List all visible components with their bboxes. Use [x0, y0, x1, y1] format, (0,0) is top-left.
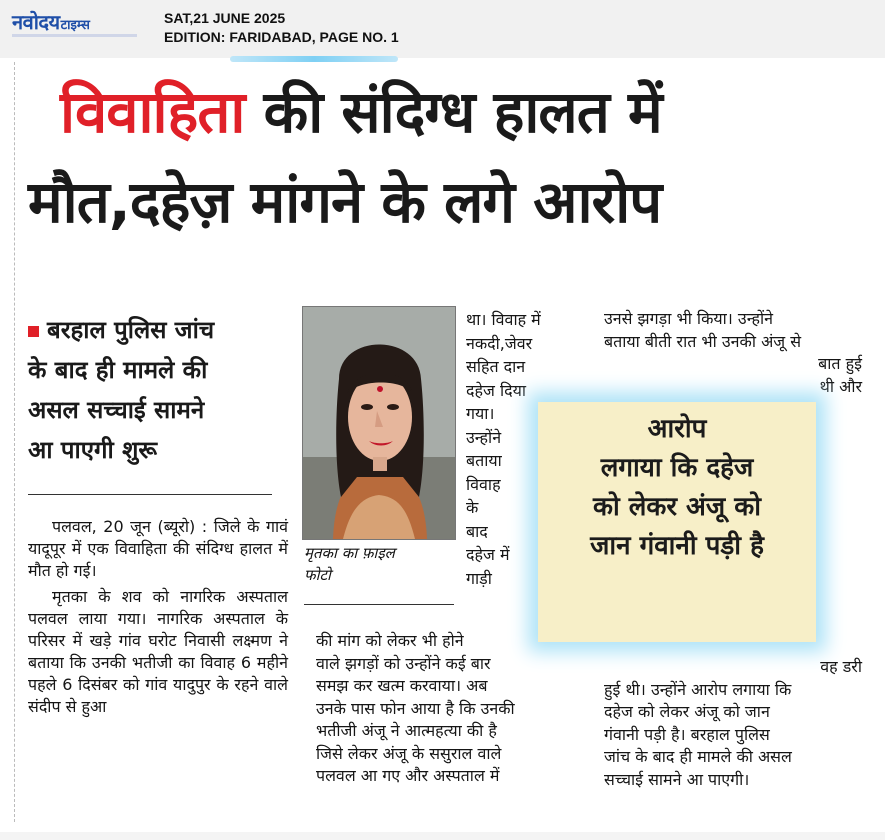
logo-main-text: नवोदय: [12, 10, 60, 34]
article-column-1: [28, 516, 288, 718]
text-line: की मांग को लेकर भी होने: [316, 631, 464, 650]
article-column-2-bottom: [316, 630, 582, 788]
pull-quote-text: [538, 410, 816, 566]
text-line: दहेज में: [466, 545, 510, 564]
photo-caption-line-2: फोटो: [304, 566, 331, 584]
text-line: बात हुई: [818, 354, 862, 373]
subhead-line-2: के बाद ही मामले की: [28, 356, 208, 384]
text-line: जांच के बाद ही मामले की असल: [604, 747, 792, 766]
text-line: नकदी,जेवर: [466, 333, 533, 353]
pull-quote-box: [538, 402, 816, 642]
text-line: उनके पास फोन आया है कि उनकी: [316, 698, 515, 718]
text-line: उन्होंने: [466, 427, 502, 447]
text-line: था। विवाह में: [466, 310, 541, 329]
sub-headline: [28, 310, 278, 470]
text-line: दहेज दिया: [466, 380, 527, 400]
red-square-bullet-icon: [28, 326, 39, 337]
article-paragraph-2: मृतका के शव को नागरिक अस्पताल पलवल लाया गया। नागरिक अस्पताल के परिसर में खड़े गांव घरोट निवासी लक्ष्मण ने बताया कि उनकी भतीजी का विवाह 6 महीने पहले 6 दिसंबर को गांव यादुपुर के रहने वाले संदीप से हुआ: [28, 587, 288, 716]
logo-underline: [12, 34, 137, 37]
text-line: गाड़ी: [466, 568, 492, 588]
headline-red-word: विवाहिता: [60, 78, 245, 146]
text-line: जिसे लेकर अंजू के ससुराल वाले: [316, 743, 502, 763]
text-line: पलवल आ गए और अस्पताल में: [316, 766, 500, 785]
text-line: बताया: [466, 451, 502, 470]
decorative-strip: [230, 56, 398, 62]
article-column-3-bottom: [604, 656, 862, 791]
newspaper-logo: [12, 8, 90, 34]
deceased-file-photo: [302, 306, 456, 540]
logo-sub-text: टाइम्स: [60, 18, 90, 33]
text-line: बाद: [466, 521, 488, 541]
pull-quote-line: लगाया कि दहेज: [600, 453, 754, 483]
text-line: समझ कर खत्म करवाया। अब: [316, 676, 488, 695]
edition-meta: [164, 9, 399, 47]
text-line: भतीजी अंजू ने आत्महत्या की है: [316, 721, 497, 740]
bottom-border: [0, 832, 885, 840]
date-line: SAT,21 JUNE 2025: [164, 10, 286, 26]
text-line: वाले झगड़ों को उन्होंने कई बार: [316, 653, 491, 673]
subhead-line-3: असल सच्चाई सामने: [28, 396, 205, 424]
text-line: गंवानी पड़ी है। बरहाल पुलिस: [604, 724, 770, 744]
text-line: सहित दान: [466, 357, 526, 376]
text-line: हुई थी। उन्होंने आरोप लगाया कि: [604, 679, 792, 699]
headline-line-1-rest: की संदिग्ध हालत में: [244, 78, 662, 146]
text-line: सच्चाई सामने आ पाएगी।: [604, 769, 750, 789]
photo-caption-line-1: मृतका का फ़ाइल: [304, 544, 395, 562]
pull-quote-line: आरोप: [647, 414, 707, 444]
text-line: वह डरी: [820, 657, 862, 676]
text-line: विवाह: [466, 474, 501, 494]
edition-line: EDITION: FARIDABAD, PAGE NO. 1: [164, 29, 399, 45]
subhead-line-4: आ पाएगी शुरू: [28, 436, 158, 464]
text-line: उनसे झगड़ा भी किया। उन्होंने: [604, 309, 774, 328]
headline-line-2: मौत,दहेज़ मांगने के लगे आरोप: [28, 168, 662, 236]
pull-quote-line: को लेकर अंजू को: [593, 492, 761, 522]
pull-quote-line: जान गंवानी पड़ी है: [590, 531, 764, 561]
text-line: के: [466, 498, 479, 517]
subhead-line-1: बरहाल पुलिस जांच: [28, 310, 278, 350]
caption-divider-rule: [304, 604, 454, 605]
text-line: गया।: [466, 404, 495, 423]
text-line: थी और: [819, 376, 862, 396]
headline-line-1: [60, 72, 662, 152]
article-paragraph-1: पलवल, 20 जून (ब्यूरो) : जिले के गावं यादूपूर में एक विवाहिता की संदिग्ध हालत में मौत हो गई।: [28, 517, 288, 580]
clipping-edge: [14, 62, 15, 822]
photo-caption: [304, 542, 454, 586]
text-line: बताया बीती रात भी उनकी अंजू से: [604, 331, 802, 351]
text-line: दहेज को लेकर अंजू को जान: [604, 702, 770, 721]
masthead-bar: [0, 0, 885, 58]
divider-rule: [28, 494, 272, 495]
article-column-3-top: [604, 308, 862, 398]
